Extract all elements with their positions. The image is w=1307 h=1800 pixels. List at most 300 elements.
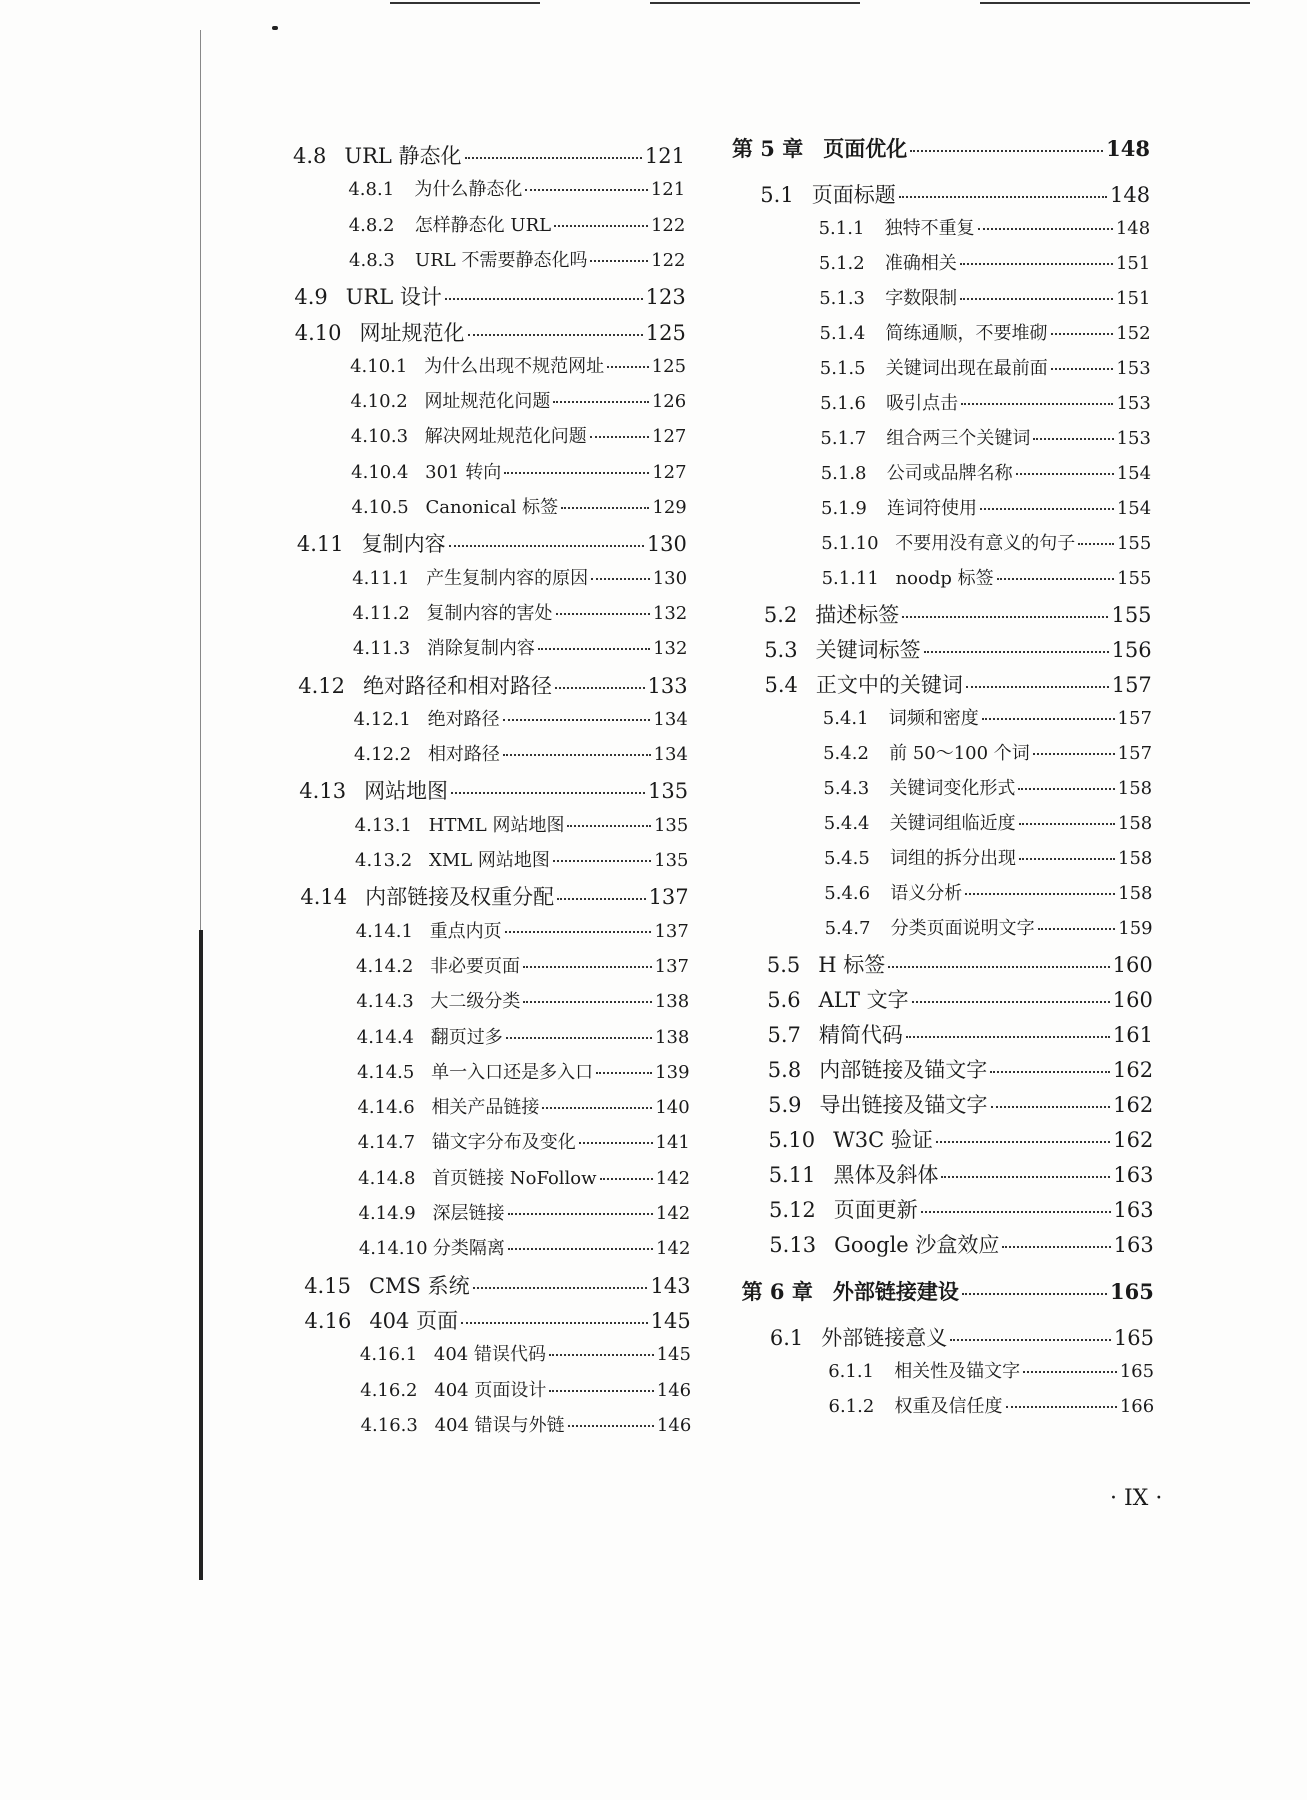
toc-entry-number: 5.1.10 bbox=[821, 533, 879, 554]
toc-entry-title: 词组的拆分出现 bbox=[890, 848, 1016, 869]
toc-entry-number: 4.10.4 bbox=[351, 461, 409, 483]
toc-entry-number: 5.4 bbox=[764, 673, 798, 697]
toc-entry-number: 5.4.6 bbox=[824, 883, 871, 904]
toc-entry-page: 162 bbox=[1113, 1128, 1154, 1152]
toc-entry-title: 关键词组临近度 bbox=[889, 813, 1016, 834]
toc-entry-page: 148 bbox=[1110, 183, 1151, 207]
toc-entry-title: 非必要页面 bbox=[430, 955, 521, 977]
toc-entry-number: 5.10 bbox=[768, 1128, 816, 1152]
toc-entry-title: 独特不重复 bbox=[884, 218, 975, 239]
toc-entry bbox=[359, 1199, 691, 1225]
toc-entry bbox=[819, 214, 1151, 240]
toc-entry-number: 5.4.3 bbox=[823, 778, 870, 799]
toc-leader-dots bbox=[542, 1107, 652, 1109]
toc-leader-dots bbox=[941, 1176, 1110, 1178]
toc-entry-title: 单一入口还是多入口 bbox=[431, 1061, 594, 1083]
toc-entry-number: 5.6 bbox=[767, 988, 801, 1012]
toc-leader-dots bbox=[503, 719, 651, 721]
toc-leader-dots bbox=[965, 893, 1115, 895]
toc-entry bbox=[358, 1128, 690, 1154]
toc-entry-number: 5.2 bbox=[763, 603, 798, 627]
toc-entry-page: 142 bbox=[656, 1238, 691, 1260]
toc-leader-dots bbox=[924, 651, 1109, 653]
toc-entry-title: 字数限制 bbox=[885, 288, 958, 309]
toc-entry-number: 5.4.5 bbox=[824, 848, 870, 869]
toc-entry-title: 绝对路径和相对路径 bbox=[363, 673, 553, 698]
toc-entry bbox=[822, 564, 1152, 590]
toc-leader-dots bbox=[921, 1211, 1111, 1213]
toc-entry-title: 页面更新 bbox=[833, 1198, 918, 1222]
toc-entry bbox=[295, 317, 686, 347]
toc-leader-dots bbox=[449, 545, 644, 547]
toc-entry-page: 126 bbox=[651, 391, 687, 413]
toc-entry-number: 4.12 bbox=[298, 673, 346, 698]
toc-leader-dots bbox=[962, 1293, 1107, 1295]
toc-entry-page: 165 bbox=[1109, 1279, 1154, 1304]
toc-entry-page: 153 bbox=[1116, 428, 1151, 449]
toc-entry-title: 组合两三个关键词 bbox=[886, 428, 1031, 449]
toc-entry-page: 157 bbox=[1111, 673, 1152, 697]
toc-entry-title: 分类隔离 bbox=[432, 1238, 505, 1260]
toc-leader-dots bbox=[980, 508, 1114, 510]
toc-entry-page: 158 bbox=[1117, 778, 1153, 799]
toc-entry bbox=[350, 387, 686, 413]
toc-leader-dots bbox=[902, 616, 1108, 618]
toc-entry bbox=[768, 1089, 1153, 1119]
toc-entry bbox=[352, 493, 687, 519]
toc-leader-dots bbox=[523, 1001, 651, 1003]
toc-entry-page: 162 bbox=[1113, 1058, 1154, 1082]
toc-leader-dots bbox=[1033, 438, 1113, 440]
toc-entry bbox=[769, 1194, 1154, 1224]
toc-entry bbox=[821, 494, 1151, 520]
toc-entry-page: 137 bbox=[654, 955, 690, 977]
toc-entry-number: 5.1.7 bbox=[820, 428, 867, 449]
toc-entry bbox=[765, 669, 1152, 699]
toc-entry-title: 404 错误与外链 bbox=[434, 1414, 565, 1436]
toc-entry-title: 解决网址规范化问题 bbox=[424, 426, 587, 448]
toc-entry bbox=[824, 844, 1152, 870]
toc-entry bbox=[354, 705, 688, 731]
toc-entry-number: 4.11.3 bbox=[352, 638, 411, 660]
toc-entry bbox=[820, 319, 1151, 345]
toc-entry-number: 4.14.10 bbox=[358, 1238, 428, 1260]
toc-entry-page: 146 bbox=[656, 1414, 692, 1436]
toc-leader-dots bbox=[1019, 858, 1115, 860]
toc-entry bbox=[357, 1023, 690, 1049]
toc-leader-dots bbox=[1016, 473, 1114, 475]
toc-entry bbox=[825, 914, 1153, 940]
toc-entry-title: Canonical 标签 bbox=[425, 497, 559, 518]
toc-leader-dots bbox=[561, 507, 649, 509]
toc-entry-page: 137 bbox=[654, 920, 689, 942]
toc-entry-number: 5.5 bbox=[766, 953, 801, 977]
toc-entry-number: 6.1.2 bbox=[828, 1396, 875, 1417]
toc-leader-dots bbox=[961, 403, 1113, 405]
toc-entry bbox=[768, 1054, 1153, 1084]
toc-leader-dots bbox=[950, 1339, 1111, 1341]
toc-entry-number: 5.4.2 bbox=[823, 743, 869, 764]
toc-entry-number: 5.4.4 bbox=[823, 813, 870, 834]
toc-entry-title: 翻页过多 bbox=[430, 1026, 503, 1048]
toc-entry bbox=[359, 1234, 691, 1260]
toc-leader-dots bbox=[936, 1141, 1110, 1143]
toc-entry-number: 5.11 bbox=[768, 1163, 816, 1187]
toc-entry bbox=[294, 281, 685, 311]
toc-entry-page: 146 bbox=[656, 1379, 692, 1401]
toc-leader-dots bbox=[1051, 368, 1114, 370]
toc-entry-page: 135 bbox=[648, 779, 689, 804]
toc-entry bbox=[351, 458, 686, 484]
toc-entry-number: 4.15 bbox=[304, 1273, 351, 1298]
toc-leader-dots bbox=[508, 1248, 653, 1250]
toc-leader-dots bbox=[567, 825, 651, 827]
toc-entry-title: 301 转向 bbox=[425, 461, 502, 483]
toc-entry-title: 关键词标签 bbox=[815, 638, 921, 662]
toc-entry-number: 4.14.5 bbox=[357, 1061, 415, 1083]
toc-entry-title: 权重及信任度 bbox=[894, 1396, 1003, 1417]
toc-entry bbox=[305, 1305, 691, 1335]
toc-entry-page: 148 bbox=[1115, 218, 1151, 239]
toc-entry bbox=[353, 634, 688, 660]
toc-entry bbox=[300, 881, 688, 911]
toc-entry-page: 151 bbox=[1115, 253, 1151, 274]
toc-entry-title: 准确相关 bbox=[884, 253, 957, 274]
toc-entry-number: 4.9 bbox=[294, 285, 328, 310]
toc-entry bbox=[820, 389, 1151, 415]
toc-entry-page: 155 bbox=[1111, 603, 1152, 627]
toc-entry bbox=[352, 564, 687, 590]
toc-entry bbox=[361, 1411, 692, 1437]
toc-leader-dots bbox=[899, 196, 1107, 198]
toc-entry-page: 143 bbox=[650, 1273, 691, 1298]
toc-entry-page: 127 bbox=[652, 461, 687, 483]
toc-entry-number: 5.1.9 bbox=[821, 498, 867, 519]
toc-leader-dots bbox=[1018, 788, 1114, 790]
toc-entry-page: 151 bbox=[1116, 288, 1151, 309]
toc-entry-number: 4.11 bbox=[296, 532, 344, 557]
toc-entry-page: 122 bbox=[651, 249, 686, 271]
toc-entry-title: URL 设计 bbox=[345, 285, 442, 310]
toc-entry-title: 关键词出现在最前面 bbox=[885, 358, 1048, 379]
toc-entry bbox=[356, 917, 689, 943]
toc-leader-dots bbox=[503, 754, 651, 756]
toc-entry-page: 139 bbox=[655, 1061, 690, 1083]
toc-entry-number: 5.1.4 bbox=[819, 323, 866, 344]
toc-entry-page: 156 bbox=[1111, 638, 1152, 662]
toc-entry-number: 4.11.1 bbox=[352, 567, 410, 589]
toc-entry bbox=[353, 599, 688, 625]
toc-entry-page: 125 bbox=[651, 355, 687, 377]
toc-entry-page: 145 bbox=[650, 1308, 691, 1333]
toc-leader-dots bbox=[912, 1001, 1110, 1003]
toc-entry-page: 132 bbox=[652, 602, 688, 624]
toc-entry-page: 129 bbox=[652, 497, 687, 518]
toc-entry-number: 4.12.2 bbox=[353, 744, 412, 766]
toc-entry-number: 4.8.1 bbox=[348, 179, 395, 201]
toc-entry-page: 153 bbox=[1116, 358, 1151, 379]
toc-leader-dots bbox=[1038, 928, 1116, 930]
toc-entry-number: 4.16.3 bbox=[360, 1414, 418, 1436]
toc-entry-page: 142 bbox=[655, 1167, 691, 1189]
toc-entry-number: 5.7 bbox=[767, 1023, 801, 1047]
toc-entry-title: 前 50～100 个词 bbox=[889, 743, 1030, 764]
toc-entry-number: 4.10.3 bbox=[350, 426, 409, 448]
toc-entry-title: 首页链接 NoFollow bbox=[432, 1167, 597, 1189]
toc-entry bbox=[829, 1392, 1155, 1418]
toc-entry-number: 5.1.6 bbox=[820, 393, 866, 414]
toc-entry-title: 大二级分类 bbox=[430, 991, 521, 1013]
toc-entry bbox=[360, 1376, 691, 1402]
toc-entry-title: ALT 文字 bbox=[818, 988, 909, 1012]
toc-entry-title: XML 网站地图 bbox=[429, 850, 550, 871]
toc-entry-title: 精简代码 bbox=[818, 1023, 903, 1047]
toc-entry bbox=[356, 987, 689, 1013]
toc-leader-dots bbox=[505, 931, 652, 933]
toc-entry-page: 123 bbox=[645, 285, 686, 310]
toc-entry-number: 5.8 bbox=[767, 1058, 802, 1082]
toc-entry bbox=[355, 811, 689, 837]
toc-entry bbox=[828, 1357, 1154, 1383]
toc-entry-title: 网址规范化 bbox=[359, 320, 465, 345]
toc-entry-number: 5.3 bbox=[764, 638, 798, 662]
toc-entry-page: 158 bbox=[1117, 813, 1153, 834]
toc-entry-page: 161 bbox=[1112, 1023, 1153, 1047]
toc-entry bbox=[770, 1322, 1154, 1352]
toc-entry-page: 152 bbox=[1116, 323, 1151, 344]
toc-entry-title: 产生复制内容的原因 bbox=[426, 567, 589, 589]
toc-entry-number: 5.1.3 bbox=[819, 288, 865, 309]
toc-leader-dots bbox=[960, 298, 1113, 300]
toc-entry-title: 404 页面设计 bbox=[434, 1379, 547, 1401]
toc-leader-dots bbox=[445, 298, 643, 300]
toc-entry bbox=[823, 739, 1152, 765]
toc-entry bbox=[823, 704, 1152, 730]
toc-entry-title: 相对路径 bbox=[427, 744, 500, 766]
toc-entry-title: 网站地图 bbox=[364, 779, 449, 804]
toc-leader-dots bbox=[553, 401, 648, 403]
toc-entry-title: 页面优化 bbox=[823, 136, 908, 161]
toc-entry-page: 127 bbox=[652, 426, 687, 448]
toc-leader-dots bbox=[538, 648, 650, 650]
scan-edge-line bbox=[980, 2, 1250, 4]
toc-entry-page: 121 bbox=[650, 179, 686, 201]
toc-entry-number: 第 5 章 bbox=[732, 136, 804, 161]
toc-entry-title: 不要用没有意义的句子 bbox=[895, 533, 1076, 554]
toc-entry-number: 4.10.1 bbox=[350, 355, 408, 377]
toc-entry-title: URL 不需要静态化吗 bbox=[415, 249, 588, 271]
toc-leader-dots bbox=[607, 366, 649, 368]
toc-leader-dots bbox=[982, 718, 1115, 720]
toc-entry-title: 消除复制内容 bbox=[426, 638, 535, 660]
toc-entry bbox=[293, 140, 685, 170]
toc-entry-page: 157 bbox=[1117, 743, 1153, 764]
toc-entry-number: 4.14.7 bbox=[357, 1132, 416, 1154]
toc-entry-number: 4.14.4 bbox=[356, 1026, 415, 1048]
toc-leader-dots bbox=[1006, 1406, 1117, 1408]
toc-entry bbox=[357, 1058, 689, 1084]
toc-entry-number: 4.14.9 bbox=[358, 1203, 416, 1224]
toc-entry-number: 4.11.2 bbox=[352, 602, 410, 624]
toc-entry-number: 第 6 章 bbox=[741, 1279, 813, 1304]
toc-entry-title: 为什么静态化 bbox=[414, 179, 523, 201]
toc-leader-dots bbox=[461, 1322, 648, 1324]
toc-entry bbox=[355, 846, 689, 872]
toc-entry-number: 4.14 bbox=[300, 885, 348, 910]
toc-entry-page: 163 bbox=[1113, 1163, 1154, 1187]
toc-entry-title: 公司或品牌名称 bbox=[886, 463, 1013, 484]
toc-entry-page: 145 bbox=[656, 1344, 691, 1366]
toc-entry-page: 125 bbox=[645, 320, 686, 345]
toc-entry-page: 162 bbox=[1113, 1093, 1154, 1117]
toc-leader-dots bbox=[1078, 543, 1114, 545]
toc-entry-title: 语义分析 bbox=[890, 883, 963, 904]
toc-leader-dots bbox=[508, 1213, 653, 1215]
toc-entry-page: 138 bbox=[655, 1026, 690, 1048]
toc-leader-dots bbox=[553, 860, 651, 862]
toc-leader-dots bbox=[579, 1142, 653, 1144]
scan-speck bbox=[272, 26, 278, 30]
toc-entry-title: 正文中的关键词 bbox=[815, 673, 963, 697]
toc-leader-dots bbox=[1033, 753, 1115, 755]
toc-entry-number: 4.10.5 bbox=[351, 497, 409, 518]
toc-entry-title: 内部链接及权重分配 bbox=[365, 885, 555, 910]
toc-entry-title: 导出链接及锚文字 bbox=[819, 1093, 988, 1117]
toc-entry-title: Google 沙盒效应 bbox=[834, 1233, 1000, 1257]
toc-entry bbox=[767, 984, 1153, 1014]
toc-entry-number: 4.13 bbox=[299, 779, 347, 804]
toc-entry-page: 153 bbox=[1116, 393, 1151, 414]
toc-entry-page: 155 bbox=[1117, 568, 1152, 589]
toc-leader-dots bbox=[991, 1106, 1111, 1108]
toc-entry bbox=[360, 1340, 691, 1366]
toc-leader-dots bbox=[555, 687, 645, 689]
toc-entry-number: 5.4.1 bbox=[822, 708, 869, 729]
toc-entry bbox=[760, 179, 1150, 209]
toc-entry-number: 4.8 bbox=[293, 144, 327, 168]
toc-entry-page: 165 bbox=[1113, 1326, 1154, 1350]
toc-entry-title: CMS 系统 bbox=[368, 1273, 470, 1298]
toc-entry-page: 154 bbox=[1116, 463, 1152, 484]
toc-entry-number: 5.1.11 bbox=[821, 568, 879, 589]
toc-leader-dots bbox=[960, 263, 1113, 265]
toc-entry-page: 130 bbox=[652, 567, 688, 589]
toc-entry-title: 相关性及锚文字 bbox=[894, 1361, 1021, 1382]
toc-entry-page: 163 bbox=[1113, 1198, 1154, 1222]
toc-entry-number: 4.10.2 bbox=[350, 391, 408, 413]
toc-entry bbox=[297, 528, 687, 558]
toc-entry-title: 词频和密度 bbox=[888, 708, 979, 729]
toc-entry bbox=[767, 949, 1153, 979]
toc-entry-title: 绝对路径 bbox=[427, 708, 500, 730]
toc-entry-number: 5.13 bbox=[769, 1233, 817, 1257]
toc-entry-page: 157 bbox=[1117, 708, 1152, 729]
toc-entry bbox=[298, 670, 687, 700]
toc-leader-dots bbox=[596, 1072, 652, 1074]
toc-entry-page: 163 bbox=[1113, 1233, 1154, 1257]
toc-entry bbox=[823, 774, 1152, 800]
toc-entry-number: 5.12 bbox=[769, 1198, 816, 1222]
toc-leader-dots bbox=[504, 472, 649, 474]
toc-entry bbox=[299, 775, 688, 805]
toc-entry-page: 134 bbox=[653, 744, 688, 766]
scan-edge-line bbox=[390, 2, 540, 4]
toc-entry-page: 154 bbox=[1116, 498, 1152, 519]
toc-leader-dots bbox=[557, 898, 645, 900]
toc-leader-dots bbox=[591, 578, 650, 580]
toc-entry-title: 内部链接及锚文字 bbox=[819, 1058, 988, 1082]
toc-entry-title: 重点内页 bbox=[429, 920, 502, 942]
toc-leader-dots bbox=[906, 1036, 1110, 1038]
toc-entry-title: 为什么出现不规范网址 bbox=[424, 355, 605, 377]
toc-leader-dots bbox=[549, 1354, 654, 1356]
toc-entry-number: 4.8.2 bbox=[348, 214, 395, 236]
toc-entry bbox=[732, 133, 1150, 163]
toc-entry bbox=[358, 1164, 690, 1190]
toc-entry-page: 158 bbox=[1118, 848, 1153, 869]
toc-entry bbox=[742, 1276, 1154, 1306]
toc-entry-page: 160 bbox=[1112, 988, 1153, 1012]
toc-entry-page: 130 bbox=[646, 532, 687, 557]
toc-entry bbox=[349, 211, 686, 237]
toc-entry-page: 138 bbox=[654, 991, 690, 1013]
toc-leader-dots bbox=[1019, 823, 1115, 825]
toc-leader-dots bbox=[468, 334, 643, 336]
toc-leader-dots bbox=[1002, 1246, 1110, 1248]
toc-entry-title: noodp 标签 bbox=[895, 568, 994, 589]
toc-entry-number: 4.12.1 bbox=[353, 708, 411, 730]
toc-entry-page: 133 bbox=[647, 673, 688, 698]
toc-entry bbox=[357, 1093, 689, 1119]
toc-entry-title: H 标签 bbox=[818, 953, 886, 977]
toc-entry bbox=[769, 1229, 1153, 1259]
toc-entry-number: 4.14.6 bbox=[357, 1097, 415, 1119]
toc-leader-dots bbox=[997, 578, 1114, 580]
toc-entry-number: 5.9 bbox=[768, 1093, 802, 1117]
toc-leader-dots bbox=[910, 150, 1103, 152]
toc-leader-dots bbox=[590, 436, 649, 438]
toc-leader-dots bbox=[473, 1287, 648, 1289]
toc-entry-page: 155 bbox=[1116, 533, 1152, 554]
toc-leader-dots bbox=[978, 228, 1113, 230]
toc-entry bbox=[819, 284, 1150, 310]
toc-entry-page: 165 bbox=[1119, 1361, 1155, 1382]
toc-entry bbox=[304, 1270, 690, 1300]
toc-entry-page: 122 bbox=[650, 214, 686, 236]
toc-leader-dots bbox=[506, 1037, 652, 1039]
toc-entry-title: 相关产品链接 bbox=[431, 1097, 540, 1119]
toc-entry-page: 142 bbox=[655, 1203, 691, 1224]
toc-entry-page: 160 bbox=[1112, 953, 1153, 977]
toc-entry-title: 复制内容的害处 bbox=[426, 602, 553, 624]
toc-entry-title: 分类页面说明文字 bbox=[890, 918, 1035, 939]
toc-entry-number: 5.1.2 bbox=[818, 253, 865, 274]
toc-leader-dots bbox=[556, 613, 650, 615]
toc-entry-number: 4.10 bbox=[294, 320, 342, 345]
toc-leader-dots bbox=[525, 189, 647, 191]
toc-entry bbox=[769, 1159, 1154, 1189]
toc-entry-page: 135 bbox=[653, 814, 689, 836]
toc-entry bbox=[824, 809, 1153, 835]
toc-entry-number: 4.13.2 bbox=[355, 850, 413, 871]
toc-entry-title: 关键词变化形式 bbox=[889, 778, 1016, 799]
toc-entry bbox=[820, 354, 1151, 380]
toc-leader-dots bbox=[990, 1071, 1110, 1073]
toc-entry-number: 5.1.1 bbox=[818, 218, 865, 239]
toc-entry-number: 5.1 bbox=[760, 183, 794, 207]
toc-entry bbox=[354, 740, 688, 766]
toc-entry bbox=[348, 175, 685, 201]
